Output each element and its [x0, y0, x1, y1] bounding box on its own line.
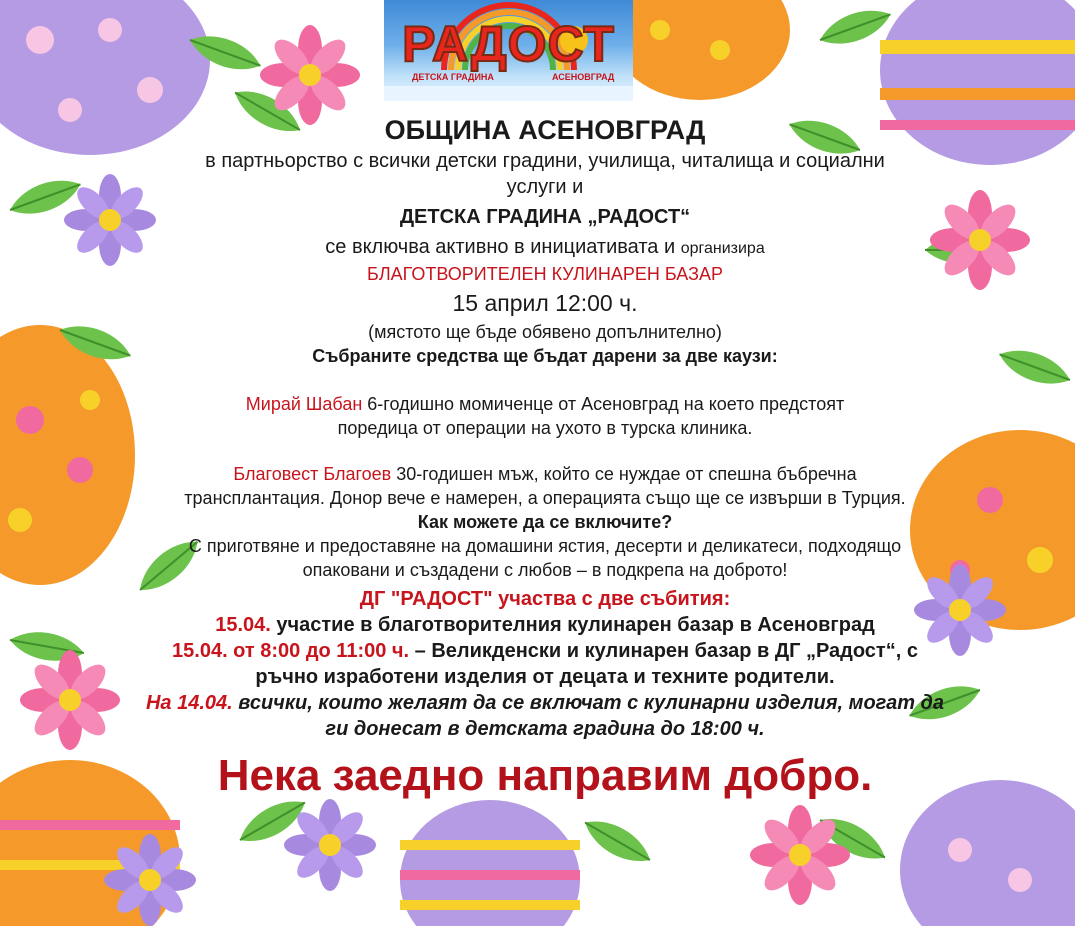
- bazaar-title: БЛАГОТВОРИТЕЛЕН КУЛИНАРЕН БАЗАР: [367, 264, 723, 284]
- cause-1-name: Мирай Шабан: [245, 394, 363, 414]
- note-text: всички, които желаят да се включат с кулинарни изделия, могат да: [232, 692, 945, 714]
- joins-text: се включва активно в инициативата и: [325, 236, 681, 258]
- cause-2-name: Благовест Благоев: [233, 464, 392, 484]
- place-note: (мястото ще бъде обявено допълнително): [368, 322, 722, 342]
- logo-subtitle-right: АСЕНОВГРАД: [552, 72, 615, 82]
- event-2-date: 15.04. от 8:00 до 11:00 ч.: [172, 640, 410, 662]
- event-date: 15 април 12:00 ч.: [452, 290, 638, 316]
- how-question: Как можете да се включите?: [417, 512, 673, 532]
- logo-subtitle-left: ДЕТСКА ГРАДИНА: [412, 72, 494, 82]
- logo-title: РАДОСТ: [402, 16, 615, 72]
- cause-2-text: 30-годишен мъж, който се нуждае от спешна бъбречна: [391, 464, 857, 484]
- event-1-date: 15.04.: [215, 614, 271, 636]
- event-1: [120, 612, 970, 638]
- cause-2-line-1: [120, 462, 970, 486]
- organizes-text: организира: [680, 240, 765, 257]
- how-answer-2: опаковани и създадени с любов – в подкрепа на доброто!: [302, 560, 788, 580]
- cause-1-line-2: поредица от операции на ухото в турска клиника.: [337, 418, 753, 438]
- note-line-1: [120, 690, 970, 716]
- note-date: На 14.04.: [145, 692, 233, 714]
- egg-left-middle: [0, 325, 135, 585]
- causes-intro: Събраните средства ще бъдат дарени за две каузи:: [312, 346, 778, 366]
- kindergarten-logo: [384, 0, 633, 101]
- egg-top-center-right: [610, 0, 790, 100]
- cause-1-line-1: [120, 392, 970, 416]
- event-2-text: – Великденски и кулинарен базар в ДГ „Радост“, с: [409, 640, 918, 662]
- note-line-2: ги донесат в детската градина до 18:00 ч.: [325, 718, 765, 740]
- cause-1-text: 6-годишно момиченце от Асеновград на което предстоят: [362, 394, 845, 414]
- slogan: Нека заедно направим добро.: [217, 751, 873, 800]
- how-answer-1: С приготвяне и предоставяне на домашини ястия, десерти и деликатеси, подходящо: [188, 536, 902, 556]
- joins-line: [120, 234, 970, 262]
- municipality-title: ОБЩИНА АСЕНОВГРАД: [384, 115, 706, 145]
- partnership-line-2: услуги и: [506, 176, 584, 198]
- cause-2-line-2: трансплантация. Донор вече е намерен, а операцията също ще се извърши в Турция.: [184, 488, 906, 508]
- events-heading: ДГ "РАДОСТ" участва с две събития:: [359, 588, 731, 610]
- partnership-line-1: в партньорство с всички детски градини, училища, читалища и социални: [205, 150, 885, 172]
- event-2-line-2: ръчно изработени изделия от децата и техните родители.: [255, 666, 835, 688]
- kindergarten-name: ДЕТСКА ГРАДИНА „РАДОСТ“: [399, 206, 691, 228]
- event-2: [120, 638, 970, 664]
- announcement-text: [120, 112, 970, 804]
- egg-bottom-center: [400, 800, 580, 926]
- event-1-text: участие в благотворителния кулинарен базар в Асеновград: [270, 614, 875, 636]
